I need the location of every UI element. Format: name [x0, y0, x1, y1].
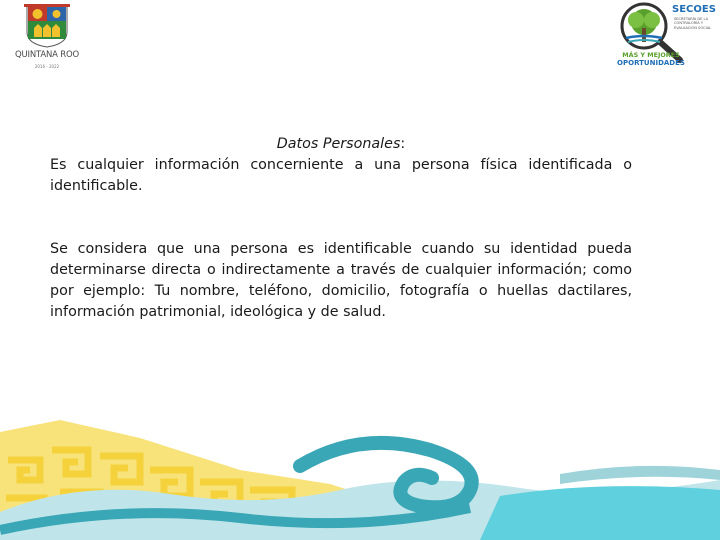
coat-of-arms-icon [24, 4, 70, 48]
heading-term: Datos Personales [276, 136, 401, 152]
decorative-footer-graphic [0, 420, 720, 540]
explanation-paragraph: Se considera que una persona es identificable cuando su identidad pueda determinarse directa o indirectamente a través de cualquier información; como por ejemplo: Tu nombre, teléfono, domicilio, fotografía o huellas dactilares, información patrimonial, ideológica y de salud. [50, 241, 632, 320]
document-body [50, 134, 632, 323]
secoes-logo [604, 0, 720, 76]
logo-left-name: QUINTANA ROO [15, 50, 79, 60]
heading-punct: : [400, 136, 406, 152]
definition-paragraph: Es cualquier información concerniente a una persona física identificada o identificable. [50, 157, 632, 194]
section-heading [50, 134, 632, 155]
quintana-roo-logo [6, 2, 82, 74]
secoes-brand: SECOES [672, 4, 716, 15]
logo-left-subtitle: 2016 - 2022 [34, 64, 60, 69]
tagline-mas-y-mejores: MÁS Y MEJORES [622, 51, 680, 59]
secoes-subtitle: SECRETARÍA DE LA CONTRALORÍA Y EVALUACIÓN SOCIAL [674, 17, 712, 30]
tagline-oportunidades: OPORTUNIDADES [617, 59, 685, 67]
